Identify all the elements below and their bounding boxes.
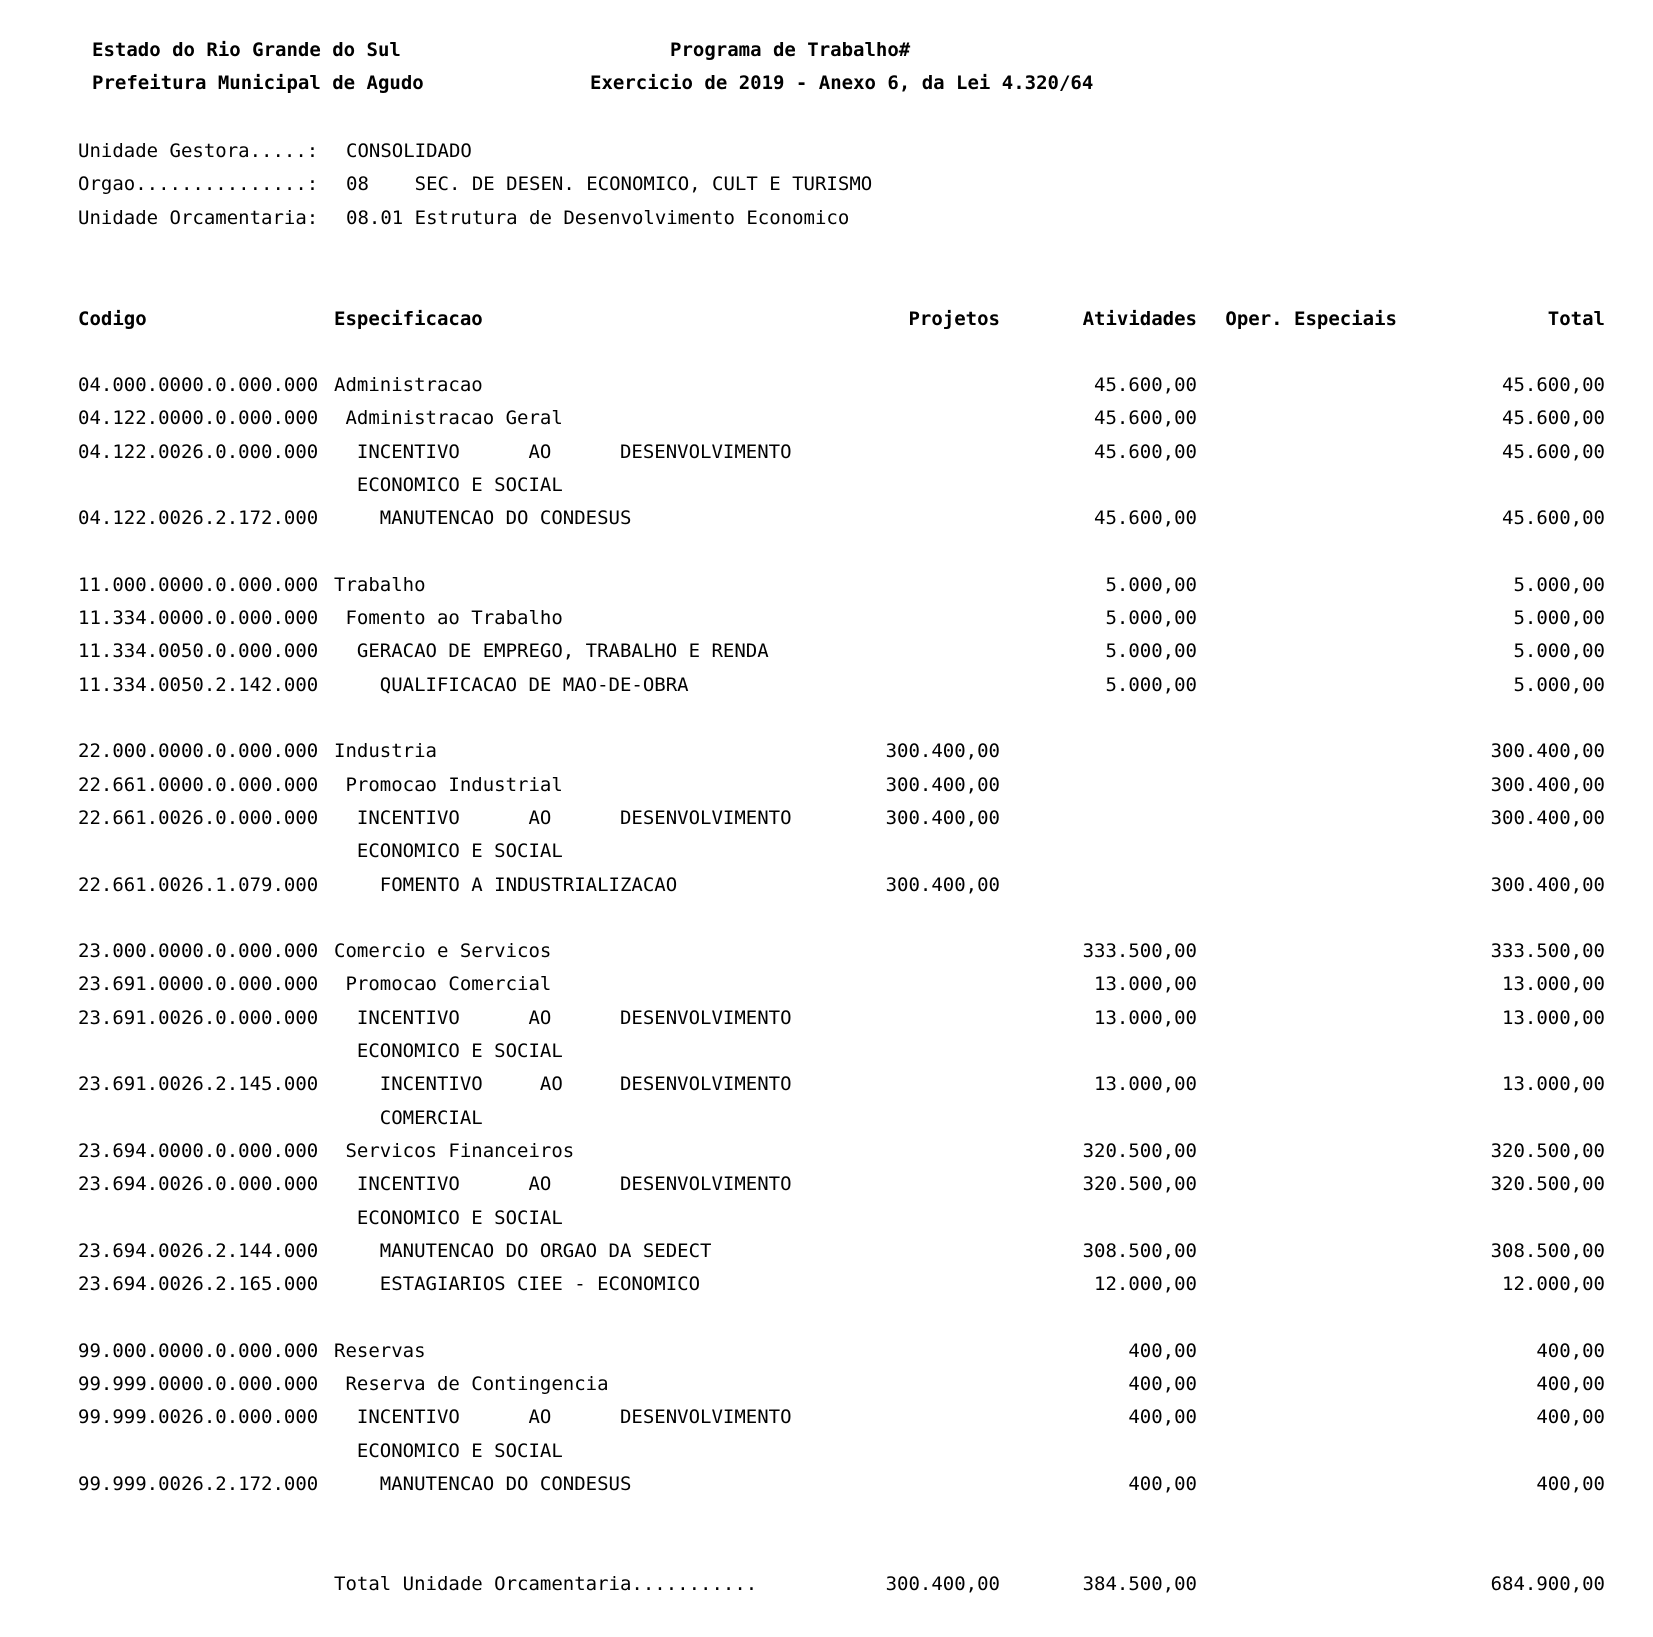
table-row-continuation	[0, 1202, 1653, 1235]
especificacao-continuation-cell: ECONOMICO E SOCIAL	[334, 473, 563, 496]
atividades-cell: 13.000,00	[1094, 1073, 1197, 1096]
total-cell: 13.000,00	[1502, 973, 1605, 996]
table-row	[0, 1135, 1653, 1168]
meta-label: Unidade Orcamentaria:	[78, 206, 319, 229]
codigo-cell: 99.000.0000.0.000.000	[78, 1339, 319, 1362]
total-cell: 320.500,00	[1490, 1173, 1605, 1196]
meta-value: 08.01 Estrutura de Desenvolvimento Economico	[346, 206, 850, 229]
especificacao-continuation-cell: ECONOMICO E SOCIAL	[334, 1439, 563, 1462]
total-cell: 308.500,00	[1490, 1239, 1605, 1262]
codigo-cell: 23.694.0026.2.144.000	[78, 1239, 319, 1262]
total-cell: 13.000,00	[1502, 1073, 1605, 1096]
total-cell: 5.000,00	[1513, 640, 1605, 663]
report-header-line-1	[0, 34, 1653, 67]
especificacao-cell: Administracao Geral	[334, 407, 563, 430]
codigo-cell: 23.691.0026.2.145.000	[78, 1073, 319, 1096]
codigo-cell: 23.694.0026.0.000.000	[78, 1173, 319, 1196]
codigo-cell: 23.000.0000.0.000.000	[78, 940, 319, 963]
codigo-cell: 23.694.0026.2.165.000	[78, 1273, 319, 1296]
especificacao-cell: FOMENTO A INDUSTRIALIZACAO	[334, 873, 678, 896]
total-cell: 300.400,00	[1490, 740, 1605, 763]
atividades-cell: 320.500,00	[1082, 1139, 1197, 1162]
total-row	[0, 1568, 1653, 1601]
table-row	[0, 369, 1653, 402]
table-row-continuation	[0, 1102, 1653, 1135]
codigo-cell: 04.122.0026.0.000.000	[78, 440, 319, 463]
total-cell: 300.400,00	[1490, 806, 1605, 829]
atividades-cell: 13.000,00	[1094, 1006, 1197, 1029]
especificacao-cell: Industria	[334, 740, 437, 763]
codigo-cell: 23.691.0026.0.000.000	[78, 1006, 319, 1029]
total-projetos-cell: 300.400,00	[885, 1572, 1000, 1595]
especificacao-cell: Reserva de Contingencia	[334, 1373, 609, 1395]
table-row	[0, 402, 1653, 435]
meta-line-unidade-gestora	[0, 135, 1653, 168]
especificacao-cell: INCENTIVO AO DESENVOLVIMENTO	[334, 440, 792, 463]
total-cell: 45.600,00	[1502, 440, 1605, 463]
atividades-cell: 12.000,00	[1094, 1273, 1197, 1296]
especificacao-cell: INCENTIVO AO DESENVOLVIMENTO	[334, 1406, 792, 1429]
especificacao-cell: Trabalho	[334, 573, 426, 596]
table-row	[0, 1235, 1653, 1268]
column-header-projetos: Projetos	[908, 308, 1000, 330]
codigo-cell: 04.000.0000.0.000.000	[78, 374, 319, 396]
especificacao-cell: MANUTENCAO DO ORGAO DA SEDECT	[334, 1239, 712, 1262]
total-cell: 400,00	[1536, 1472, 1605, 1495]
total-cell: 320.500,00	[1490, 1139, 1605, 1162]
report-title: Programa de Trabalho#	[670, 39, 911, 61]
projetos-cell: 300.400,00	[885, 873, 1000, 896]
codigo-cell: 99.999.0026.2.172.000	[78, 1472, 319, 1495]
table-row	[0, 1268, 1653, 1301]
total-cell: 400,00	[1536, 1339, 1605, 1362]
table-row	[0, 735, 1653, 768]
especificacao-cell: MANUTENCAO DO CONDESUS	[334, 507, 632, 530]
table-column-header-row	[0, 303, 1653, 336]
total-cell: 45.600,00	[1502, 507, 1605, 530]
codigo-cell: 04.122.0000.0.000.000	[78, 407, 319, 430]
especificacao-cell: Comercio e Servicos	[334, 940, 552, 963]
table-row	[0, 769, 1653, 802]
table-row	[0, 436, 1653, 469]
atividades-cell: 308.500,00	[1082, 1239, 1197, 1262]
total-cell: 45.600,00	[1502, 407, 1605, 430]
total-cell: 5.000,00	[1513, 573, 1605, 596]
report-state: Estado do Rio Grande do Sul	[92, 39, 401, 61]
codigo-cell: 11.000.0000.0.000.000	[78, 573, 319, 596]
codigo-cell: 11.334.0000.0.000.000	[78, 607, 319, 630]
total-cell: 12.000,00	[1502, 1273, 1605, 1296]
especificacao-cell: GERACAO DE EMPREGO, TRABALHO E RENDA	[334, 640, 769, 663]
table-row	[0, 869, 1653, 902]
table-row	[0, 669, 1653, 702]
table-row	[0, 1468, 1653, 1501]
column-header-especificacao: Especificacao	[334, 308, 483, 330]
table-row	[0, 1068, 1653, 1101]
especificacao-cell: QUALIFICACAO DE MAO-DE-OBRA	[334, 673, 689, 696]
total-atividades-cell: 384.500,00	[1082, 1572, 1197, 1595]
especificacao-cell: Promocao Industrial	[334, 773, 563, 796]
column-header-codigo: Codigo	[78, 308, 147, 330]
especificacao-cell: Servicos Financeiros	[334, 1139, 575, 1162]
especificacao-cell: Reservas	[334, 1339, 426, 1362]
codigo-cell: 23.694.0000.0.000.000	[78, 1139, 319, 1162]
table-row	[0, 802, 1653, 835]
codigo-cell: 22.000.0000.0.000.000	[78, 740, 319, 763]
table-row	[0, 1168, 1653, 1201]
especificacao-cell: Fomento ao Trabalho	[334, 607, 563, 630]
especificacao-cell: INCENTIVO AO DESENVOLVIMENTO	[334, 1006, 792, 1029]
meta-line-orgao	[0, 168, 1653, 201]
meta-value: CONSOLIDADO	[346, 140, 472, 162]
atividades-cell: 400,00	[1128, 1406, 1197, 1429]
especificacao-continuation-cell: ECONOMICO E SOCIAL	[334, 1040, 563, 1062]
table-row	[0, 569, 1653, 602]
especificacao-continuation-cell: ECONOMICO E SOCIAL	[334, 840, 563, 863]
table-row	[0, 935, 1653, 968]
codigo-cell: 99.999.0026.0.000.000	[78, 1406, 319, 1429]
especificacao-cell: INCENTIVO AO DESENVOLVIMENTO	[334, 1173, 792, 1196]
table-row-continuation	[0, 835, 1653, 868]
atividades-cell: 45.600,00	[1094, 507, 1197, 530]
table-row	[0, 635, 1653, 668]
total-cell: 400,00	[1536, 1373, 1605, 1395]
codigo-cell: 99.999.0000.0.000.000	[78, 1373, 319, 1395]
total-cell: 400,00	[1536, 1406, 1605, 1429]
table-row	[0, 1401, 1653, 1434]
table-row-continuation	[0, 469, 1653, 502]
atividades-cell: 45.600,00	[1094, 407, 1197, 430]
report-municipality: Prefeitura Municipal de Agudo	[92, 72, 424, 94]
especificacao-cell: ESTAGIARIOS CIEE - ECONOMICO	[334, 1273, 701, 1296]
meta-value: 08 SEC. DE DESEN. ECONOMICO, CULT E TURISMO	[346, 173, 873, 196]
column-header-total: Total	[1547, 308, 1605, 330]
report-header-line-2	[0, 67, 1653, 100]
especificacao-continuation-cell: COMERCIAL	[334, 1106, 483, 1129]
column-header-atividades: Atividades	[1082, 308, 1197, 330]
total-cell: 333.500,00	[1490, 940, 1605, 963]
codigo-cell: 04.122.0026.2.172.000	[78, 507, 319, 530]
atividades-cell: 5.000,00	[1105, 607, 1197, 630]
atividades-cell: 400,00	[1128, 1373, 1197, 1395]
codigo-cell: 23.691.0000.0.000.000	[78, 973, 319, 996]
table-row-continuation	[0, 1035, 1653, 1068]
column-header-oper-especiais: Oper. Especiais	[1225, 308, 1397, 330]
total-total-cell: 684.900,00	[1490, 1572, 1605, 1595]
table-row-continuation	[0, 1435, 1653, 1468]
atividades-cell: 5.000,00	[1105, 673, 1197, 696]
projetos-cell: 300.400,00	[885, 773, 1000, 796]
meta-line-unidade-orcamentaria	[0, 202, 1653, 235]
atividades-cell: 45.600,00	[1094, 374, 1197, 396]
especificacao-cell: Promocao Comercial	[334, 973, 552, 996]
especificacao-continuation-cell: ECONOMICO E SOCIAL	[334, 1206, 563, 1229]
total-cell: 13.000,00	[1502, 1006, 1605, 1029]
table-row	[0, 502, 1653, 535]
table-row	[0, 1002, 1653, 1035]
meta-label: Unidade Gestora.....:	[78, 140, 319, 162]
atividades-cell: 400,00	[1128, 1339, 1197, 1362]
table-row	[0, 1368, 1653, 1401]
total-cell: 5.000,00	[1513, 673, 1605, 696]
total-cell: 5.000,00	[1513, 607, 1605, 630]
codigo-cell: 11.334.0050.2.142.000	[78, 673, 319, 696]
especificacao-cell: INCENTIVO AO DESENVOLVIMENTO	[334, 806, 792, 829]
total-cell: 300.400,00	[1490, 773, 1605, 796]
projetos-cell: 300.400,00	[885, 806, 1000, 829]
atividades-cell: 400,00	[1128, 1472, 1197, 1495]
atividades-cell: 320.500,00	[1082, 1173, 1197, 1196]
atividades-cell: 13.000,00	[1094, 973, 1197, 996]
atividades-cell: 5.000,00	[1105, 573, 1197, 596]
especificacao-cell: INCENTIVO AO DESENVOLVIMENTO	[334, 1073, 792, 1096]
table-row	[0, 968, 1653, 1001]
codigo-cell: 22.661.0000.0.000.000	[78, 773, 319, 796]
table-row	[0, 1335, 1653, 1368]
especificacao-cell: MANUTENCAO DO CONDESUS	[334, 1472, 632, 1495]
codigo-cell: 22.661.0026.0.000.000	[78, 806, 319, 829]
projetos-cell: 300.400,00	[885, 740, 1000, 763]
total-row-label: Total Unidade Orcamentaria...........	[334, 1572, 758, 1595]
atividades-cell: 333.500,00	[1082, 940, 1197, 963]
total-cell: 45.600,00	[1502, 374, 1605, 396]
report-subtitle: Exercicio de 2019 - Anexo 6, da Lei 4.320/64	[590, 72, 1094, 94]
table-row	[0, 602, 1653, 635]
codigo-cell: 22.661.0026.1.079.000	[78, 873, 319, 896]
meta-label: Orgao...............:	[78, 173, 319, 196]
atividades-cell: 5.000,00	[1105, 640, 1197, 663]
especificacao-cell: Administracao	[334, 374, 483, 396]
total-cell: 300.400,00	[1490, 873, 1605, 896]
codigo-cell: 11.334.0050.0.000.000	[78, 640, 319, 663]
atividades-cell: 45.600,00	[1094, 440, 1197, 463]
